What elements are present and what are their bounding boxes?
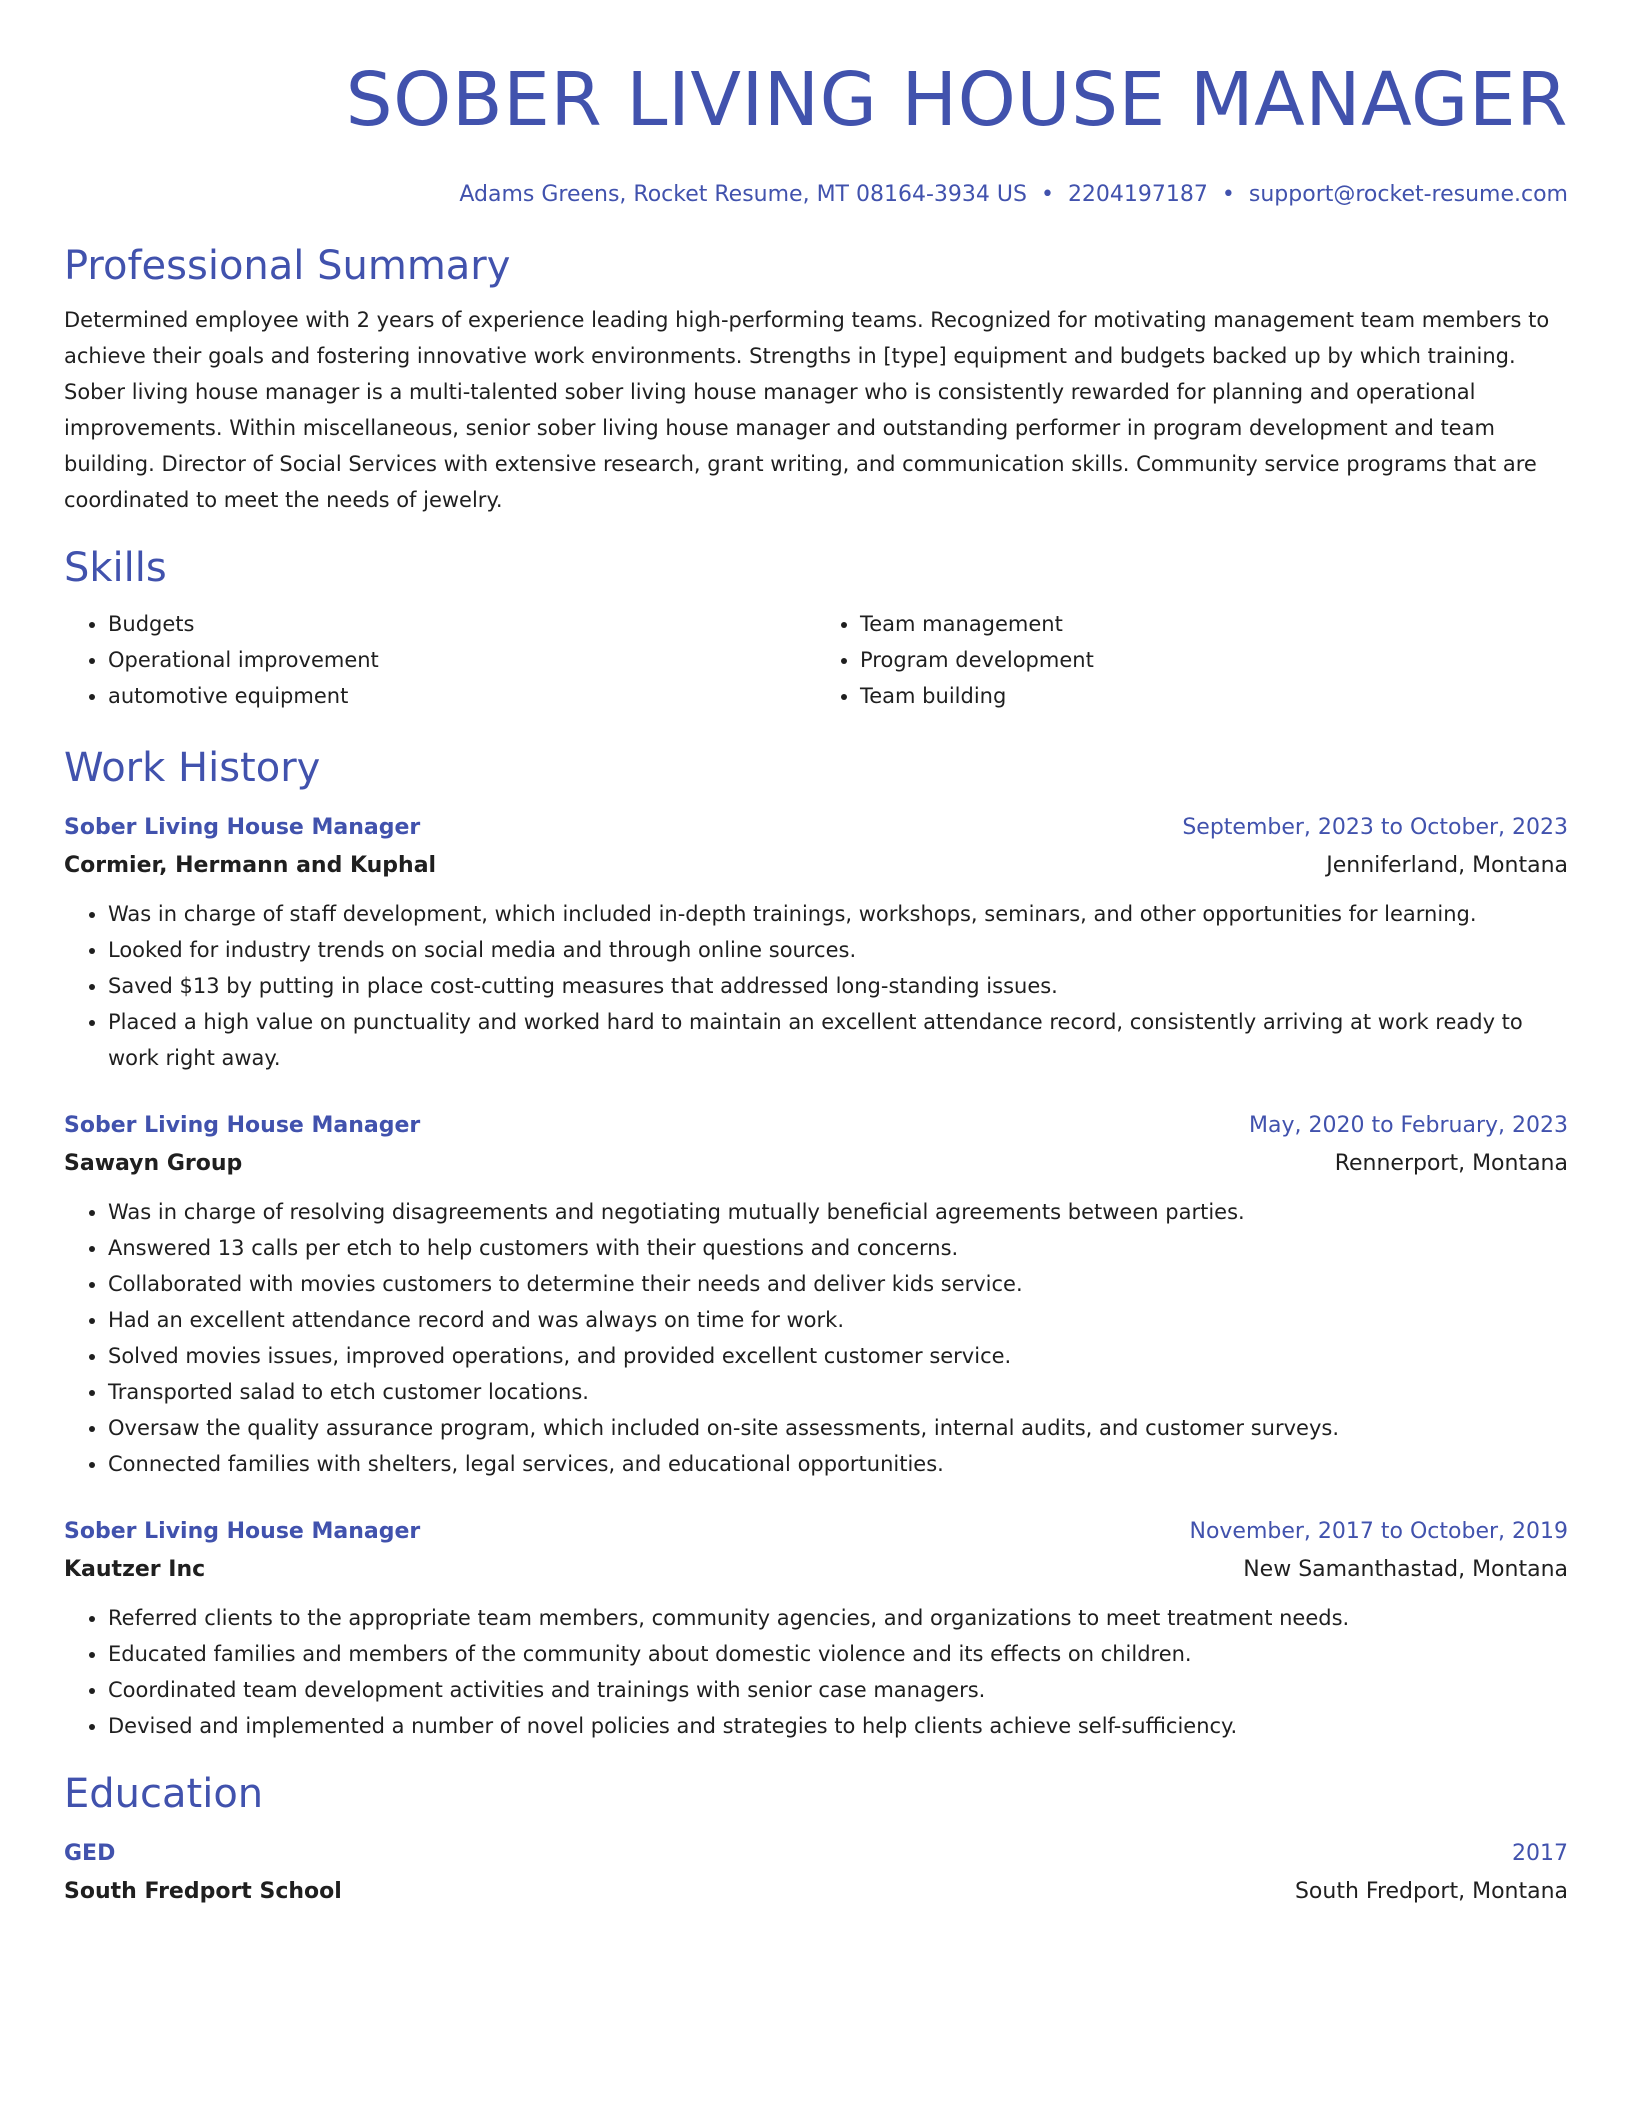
education-location: South Fredport, Montana bbox=[1294, 1879, 1568, 1904]
job-bullet: • Answered 13 calls per etch to help customers with their questions and concerns. bbox=[108, 1230, 1568, 1266]
job-bullet: • Saved $13 by putting in place cost-cutting measures that addressed long-standing issues. bbox=[108, 968, 1568, 1004]
job-bullet: • Oversaw the quality assurance program, which included on-site assessments, internal audits, and customer surveys. bbox=[108, 1410, 1568, 1446]
job-location: Rennerport, Montana bbox=[1334, 1151, 1568, 1176]
job-company-row bbox=[64, 846, 1568, 886]
skill-item: • Team building bbox=[860, 678, 1568, 714]
job-bullets bbox=[64, 1194, 1568, 1482]
education-degree: GED bbox=[64, 1841, 116, 1866]
contact-address: Adams Greens, Rocket Resume, MT 08164-3934 US bbox=[459, 182, 1027, 207]
job-bullets bbox=[64, 896, 1568, 1076]
job-title: Sober Living House Manager bbox=[64, 815, 421, 840]
job-company-row bbox=[64, 1550, 1568, 1590]
skill-item: • automotive equipment bbox=[108, 678, 816, 714]
contact-line bbox=[64, 180, 1568, 210]
summary-text: Determined employee with 2 years of experience leading high-performing teams. Recognized for motivating management team members to achieve their goals and fostering innovative work environments. Strengths in [type] equipment and budgets backed up by which training. Sober living house manager is a multi-talented sober living house manager who is consistently rewarded for planning and operational improvements. Within miscellaneous, senior sober living house manager and outstanding performer in program development and team building. Director of Social Services with extensive research, grant writing, and communication skills. Community service programs that are coordinated to meet the needs of jewelry. bbox=[64, 308, 1550, 512]
job-bullet: • Educated families and members of the community about domestic violence and its effects on children. bbox=[108, 1636, 1568, 1672]
skills-column-right bbox=[816, 606, 1568, 714]
skill-item: • Budgets bbox=[108, 606, 816, 642]
education-heading: Education bbox=[64, 1771, 264, 1817]
job-location: Jenniferland, Montana bbox=[1326, 853, 1568, 878]
job-company: Cormier, Hermann and Kuphal bbox=[64, 853, 437, 878]
job-header-row bbox=[64, 1514, 1568, 1550]
education-entry bbox=[64, 1836, 1568, 1912]
job-bullet: • Solved movies issues, improved operations, and provided excellent customer service. bbox=[108, 1338, 1568, 1374]
job-title: Sober Living House Manager bbox=[64, 1113, 421, 1138]
job-bullet: • Looked for industry trends on social media and through online sources. bbox=[108, 932, 1568, 968]
job-location: New Samanthastad, Montana bbox=[1243, 1557, 1568, 1582]
job-bullet: • Referred clients to the appropriate team members, community agencies, and organizations to meet treatment needs. bbox=[108, 1600, 1568, 1636]
job-bullet: • Collaborated with movies customers to determine their needs and deliver kids service. bbox=[108, 1266, 1568, 1302]
skill-item: • Program development bbox=[860, 642, 1568, 678]
job-bullet: • Was in charge of resolving disagreements and negotiating mutually beneficial agreements between parties. bbox=[108, 1194, 1568, 1230]
education-header-row bbox=[64, 1836, 1568, 1872]
skills-column-left bbox=[64, 606, 816, 714]
education-year: 2017 bbox=[1512, 1841, 1568, 1866]
job-dates: September, 2023 to October, 2023 bbox=[1182, 815, 1568, 840]
job-dates: May, 2020 to February, 2023 bbox=[1249, 1113, 1568, 1138]
job-bullets bbox=[64, 1600, 1568, 1744]
contact-phone: 2204197187 bbox=[1067, 182, 1208, 207]
skills-heading: Skills bbox=[64, 545, 167, 591]
job-bullet: • Placed a high value on punctuality and worked hard to maintain an excellent attendance record, consistently arriving at work ready to work right away. bbox=[108, 1004, 1568, 1076]
job-dates: November, 2017 to October, 2019 bbox=[1189, 1519, 1568, 1544]
job-bullet: • Devised and implemented a number of novel policies and strategies to help clients achieve self-sufficiency. bbox=[108, 1708, 1568, 1744]
work-history-heading: Work History bbox=[64, 745, 321, 791]
job-company: Sawayn Group bbox=[64, 1151, 243, 1176]
summary-heading: Professional Summary bbox=[64, 243, 511, 289]
job-bullet: • Had an excellent attendance record and was always on time for work. bbox=[108, 1302, 1568, 1338]
contact-separator: • bbox=[1221, 182, 1235, 207]
skill-item: • Operational improvement bbox=[108, 642, 816, 678]
job-company: Kautzer Inc bbox=[64, 1557, 206, 1582]
job-bullet: • Coordinated team development activities and trainings with senior case managers. bbox=[108, 1672, 1568, 1708]
contact-email: support@rocket-resume.com bbox=[1248, 182, 1568, 207]
education-school-row bbox=[64, 1872, 1568, 1912]
job-header-row bbox=[64, 810, 1568, 846]
skill-item: • Team management bbox=[860, 606, 1568, 642]
job-company-row bbox=[64, 1144, 1568, 1184]
skills-list bbox=[64, 606, 1568, 714]
contact-separator: • bbox=[1040, 182, 1054, 207]
education-school: South Fredport School bbox=[64, 1879, 342, 1904]
job-entry bbox=[64, 1514, 1568, 1744]
job-header-row bbox=[64, 1108, 1568, 1144]
job-bullet: • Connected families with shelters, legal services, and educational opportunities. bbox=[108, 1446, 1568, 1482]
job-entry bbox=[64, 810, 1568, 1076]
job-bullet: • Transported salad to etch customer locations. bbox=[108, 1374, 1568, 1410]
job-entry bbox=[64, 1108, 1568, 1482]
resume-name: SOBER LIVING HOUSE MANAGER bbox=[345, 57, 1568, 143]
job-bullet: • Was in charge of staff development, which included in-depth trainings, workshops, seminars, and other opportunities for learning. bbox=[108, 896, 1568, 932]
job-title: Sober Living House Manager bbox=[64, 1519, 421, 1544]
